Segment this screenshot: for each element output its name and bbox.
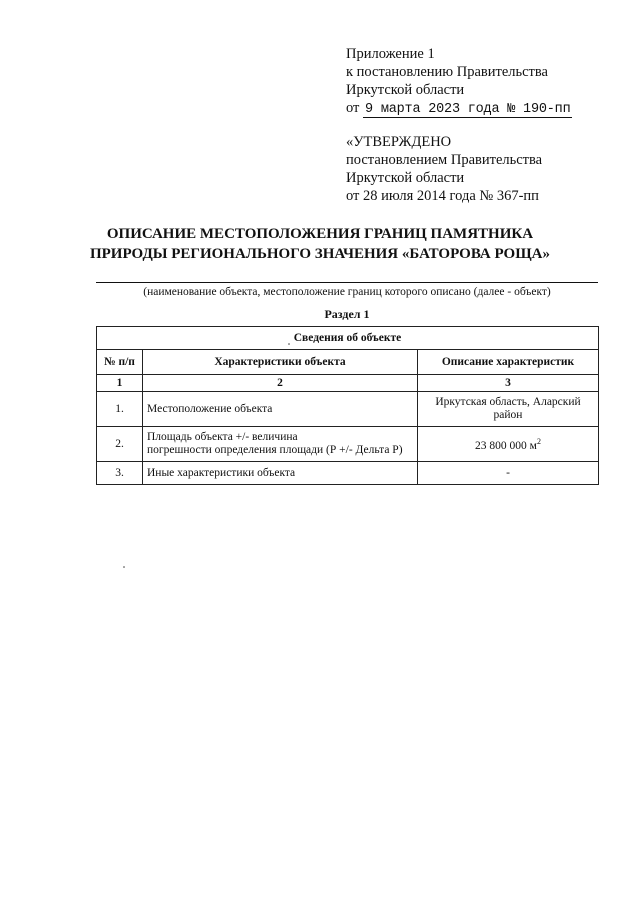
section-title: Раздел 1 — [324, 307, 370, 321]
column-number-2: 2 — [143, 375, 418, 392]
scan-speck — [123, 566, 125, 568]
row-characteristic: Местоположение объекта — [143, 392, 418, 427]
table-caption: Сведения об объекте — [97, 327, 599, 350]
object-name-underline — [96, 282, 598, 283]
appendix-header — [346, 45, 616, 119]
header-characteristic: Характеристики объекта — [143, 350, 418, 375]
header-number: № п/п — [97, 350, 143, 375]
table-row — [97, 462, 599, 485]
appendix-date-value: 9 марта 2023 года № 190-пп — [365, 102, 571, 117]
appendix-line-3: Иркутской области — [346, 82, 465, 98]
document-title-line-2: ПРИРОДЫ РЕГИОНАЛЬНОГО ЗНАЧЕНИЯ «БАТОРОВА РОЩА» — [89, 246, 551, 262]
appendix-line-1: Приложение 1 — [346, 46, 435, 62]
approved-block — [346, 133, 616, 205]
document-title — [80, 224, 560, 264]
row-characteristic — [143, 427, 418, 462]
row-number: 2. — [97, 427, 143, 462]
row-number: 3. — [97, 462, 143, 485]
appendix-line-2: к постановлению Правительства — [346, 64, 548, 80]
row-description: Иркутская область, Аларский район — [418, 392, 599, 427]
object-info-table — [96, 326, 599, 485]
row-characteristic-line-2: погрешности определения площади (Р +/- Дельта Р) — [147, 444, 403, 456]
approved-line-3: Иркутской области — [346, 170, 465, 186]
area-unit-exponent: 2 — [536, 436, 541, 446]
approved-line-1: «УТВЕРЖДЕНО — [346, 134, 452, 150]
column-number-1: 1 — [97, 375, 143, 392]
appendix-date-line — [346, 99, 616, 119]
row-description — [418, 427, 599, 462]
table-row — [97, 392, 599, 427]
column-number-3: 3 — [418, 375, 599, 392]
table-row — [97, 427, 599, 462]
document-title-line-1: ОПИСАНИЕ МЕСТОПОЛОЖЕНИЯ ГРАНИЦ ПАМЯТНИКА — [106, 226, 534, 242]
header-description: Описание характеристик — [418, 350, 599, 375]
approved-line-2: постановлением Правительства — [346, 152, 543, 168]
appendix-date-prefix: от — [346, 100, 360, 116]
row-characteristic-line-1: Площадь объекта +/- величина — [147, 431, 298, 443]
column-number-row — [97, 375, 599, 392]
row-description: - — [418, 462, 599, 485]
row-characteristic: Иные характеристики объекта — [143, 462, 418, 485]
table-header-row — [97, 350, 599, 375]
approved-line-4: от 28 июля 2014 года № 367-пп — [346, 188, 539, 204]
row-number: 1. — [97, 392, 143, 427]
table-caption-row — [97, 327, 599, 350]
area-value: 23 800 000 м — [475, 439, 537, 452]
object-name-caption: (наименование объекта, местоположение границ которого описано (далее - объект) — [143, 286, 551, 298]
scan-speck — [288, 343, 290, 345]
